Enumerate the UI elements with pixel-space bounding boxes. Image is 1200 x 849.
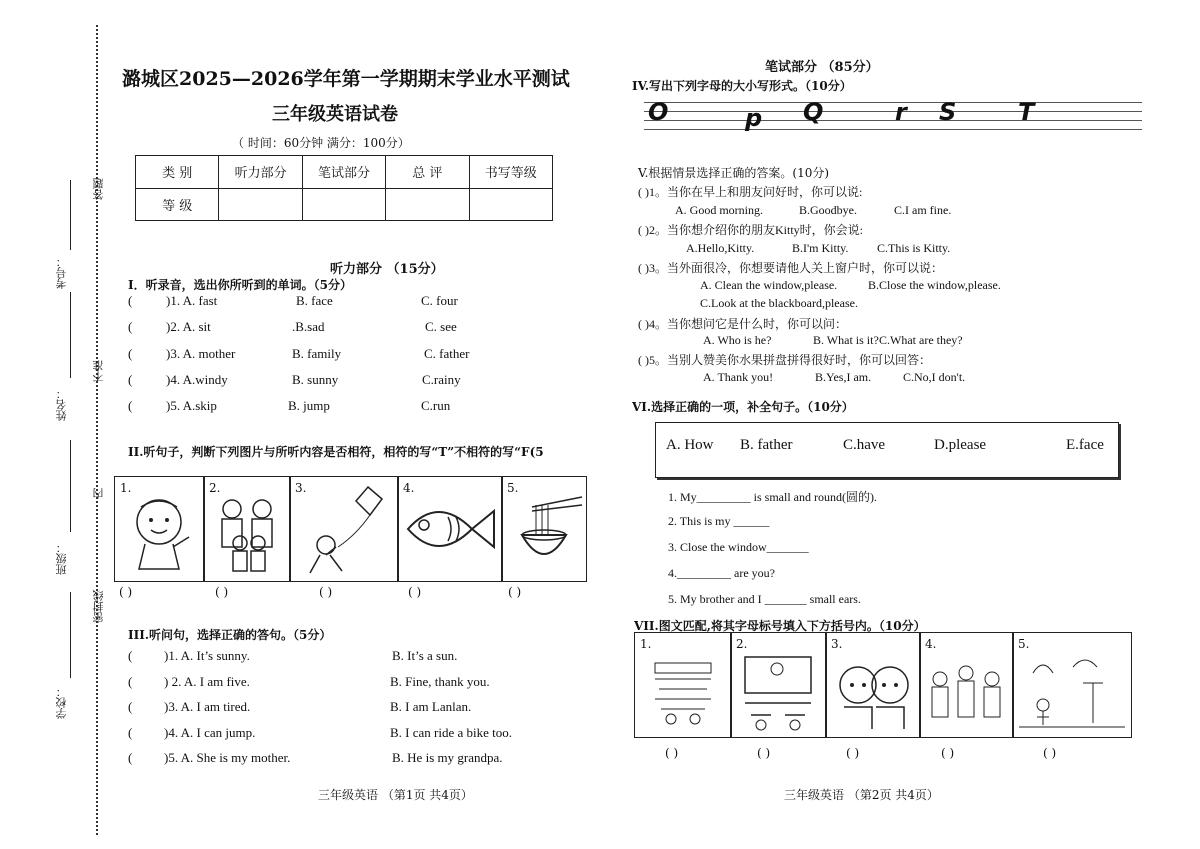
- question-option-a: )2. A. sit: [166, 319, 211, 334]
- answer-paren[interactable]: (: [128, 674, 133, 689]
- question-option-c: C.rainy: [422, 372, 461, 387]
- question-option-a: )4. A. I can jump.: [164, 725, 256, 740]
- fill-blank-sentence[interactable]: 5. My brother and I _______ small ears.: [668, 592, 861, 606]
- answer-paren[interactable]: (: [128, 725, 133, 740]
- question-option-b: .B.sad: [292, 319, 325, 334]
- page-footer-2: 三年级英语 （第2页 共4页）: [784, 788, 939, 802]
- section-7-title: VII.图文匹配,将其字母标号填入下方括号内。（10分）: [634, 619, 926, 633]
- picture-number: 5.: [507, 481, 519, 495]
- answer-paren[interactable]: ( ): [757, 746, 771, 760]
- grade-table-input[interactable]: [386, 188, 469, 221]
- situation-question[interactable]: ( )4。当你想问它是什么时，你可以问：: [638, 317, 847, 331]
- picture-panel: [203, 476, 291, 582]
- question-option-c: C. four: [421, 293, 458, 308]
- fill-line-xingming: [70, 292, 71, 378]
- situation-option: B.Close the window,please.: [868, 278, 1001, 292]
- section-5-title: V.根据情景选择正确的答案。(10分): [638, 166, 830, 180]
- section-3-title: III.听问句，选择正确的答句。（5分）: [128, 628, 332, 642]
- answer-paren[interactable]: ( ): [319, 585, 333, 599]
- situation-option: A. Clean the window,please.: [700, 278, 838, 292]
- situation-option: C.No,I don't.: [903, 370, 966, 384]
- grade-table-cell: 类 别: [136, 156, 219, 189]
- grade-table-input[interactable]: [219, 188, 302, 221]
- answer-paren[interactable]: (: [128, 750, 133, 765]
- question-option-a: )1. A. fast: [166, 293, 218, 308]
- word-bank: [655, 422, 1119, 478]
- question-option-a: )1. A. It’s sunny.: [164, 648, 250, 663]
- situation-option: A. Thank you!: [703, 370, 774, 384]
- picture-panel: [114, 476, 205, 582]
- grade-table-input[interactable]: [302, 188, 385, 221]
- situation-question[interactable]: ( )3。当外面很冷，你想要请他人关上窗户时，你可以说：: [638, 261, 943, 275]
- answer-paren[interactable]: (: [128, 372, 133, 387]
- question-option-a: )3. A. I am tired.: [164, 699, 251, 714]
- answer-paren[interactable]: ( ): [119, 585, 133, 599]
- grade-table-input[interactable]: [469, 188, 552, 221]
- word-option: A. How: [666, 437, 714, 453]
- picture-panel: [634, 632, 732, 738]
- section-1-title: I．听录音，选出你所听到的单词。（5分）: [128, 278, 352, 292]
- answer-paren[interactable]: (: [128, 346, 133, 361]
- question-option-b: B. Fine, thank you.: [390, 674, 490, 689]
- word-option: E.face: [1066, 437, 1104, 453]
- grade-table-cell: 笔试部分: [302, 156, 385, 189]
- answer-paren[interactable]: (: [128, 648, 133, 663]
- label-xingming: 姓名：: [55, 388, 68, 421]
- outdoor-scene-picture: [1013, 633, 1131, 737]
- handwriting-lines[interactable]: [644, 98, 1142, 134]
- answer-paren[interactable]: ( ): [408, 585, 422, 599]
- word-option: D.please: [934, 437, 987, 453]
- seal-text-nei: 内: [92, 488, 105, 499]
- situation-option: C.This is Kitty.: [877, 241, 951, 255]
- answer-paren[interactable]: (: [128, 398, 133, 413]
- answer-paren[interactable]: ( ): [215, 585, 229, 599]
- picture-panel: [730, 632, 827, 738]
- picture-number: 1.: [640, 637, 652, 651]
- fill-line-kaohao: [70, 180, 71, 250]
- question-option-b: B. jump: [288, 398, 330, 413]
- label-xuexiao: 学校：: [55, 686, 68, 719]
- picture-panel: [1012, 632, 1132, 738]
- label-banji: 班级：: [55, 542, 68, 575]
- listening-heading: 听力部分 （15分）: [330, 262, 444, 277]
- answer-paren[interactable]: ( ): [1043, 746, 1057, 760]
- situation-option: B.Goodbye.: [799, 203, 857, 217]
- picture-panel: [289, 476, 399, 582]
- question-option-c: C.run: [421, 398, 451, 413]
- answer-paren[interactable]: ( ): [846, 746, 860, 760]
- letter-q: Q: [803, 98, 824, 126]
- question-option-a: )3. A. mother: [166, 346, 236, 361]
- picture-number: 1.: [120, 481, 132, 495]
- picture-number: 4.: [403, 481, 415, 495]
- letter-r: r: [895, 98, 907, 126]
- section-6-title: VI.选择正确的一项，补全句子。（10分）: [632, 400, 854, 414]
- section-2-title: II.听句子，判断下列图片与所听内容是否相符，相符的写“T”不相符的写“F(5: [128, 445, 544, 459]
- answer-paren[interactable]: ( ): [941, 746, 955, 760]
- exam-subtitle: 三年级英语试卷: [272, 104, 398, 125]
- seal-line: [96, 25, 98, 835]
- answer-paren[interactable]: (: [128, 293, 133, 308]
- situation-question[interactable]: ( )5。当别人赞美你水果拼盘拼得很好时，你可以回答：: [638, 353, 931, 367]
- picture-panel: [825, 632, 921, 738]
- question-option-a: )5. A.skip: [166, 398, 217, 413]
- picture-number: 2.: [209, 481, 221, 495]
- page-footer-1: 三年级英语 （第1页 共4页）: [318, 788, 473, 802]
- situation-option: A. Good morning.: [675, 203, 763, 217]
- seal-text-da: 答题: [92, 178, 105, 200]
- question-option-c: C. father: [424, 346, 470, 361]
- answer-paren[interactable]: ( ): [665, 746, 679, 760]
- question-option-a: ) 2. A. I am five.: [164, 674, 250, 689]
- question-option-b: B. sunny: [292, 372, 339, 387]
- letter-s: S: [939, 98, 957, 126]
- fill-blank-sentence[interactable]: 4._________ are you?: [668, 566, 775, 580]
- letter-t: T: [1018, 98, 1035, 126]
- picture-number: 2.: [736, 637, 748, 651]
- situation-option: B. What is it?: [813, 333, 879, 347]
- grade-table-cell: 等 级: [136, 188, 219, 221]
- grade-table: [135, 155, 553, 221]
- fill-blank-sentence[interactable]: 3. Close the window_______: [668, 540, 809, 554]
- question-option-a: )5. A. She is my mother.: [164, 750, 291, 765]
- question-option-b: B. face: [296, 293, 333, 308]
- question-option-c: C. see: [425, 319, 457, 334]
- picture-panel: [501, 476, 587, 582]
- question-option-b: B. It’s a sun.: [392, 648, 458, 663]
- fill-blank-sentence[interactable]: 2. This is my ______: [668, 514, 770, 528]
- situation-option: C.Look at the blackboard,please.: [700, 296, 858, 310]
- picture-number: 4.: [925, 637, 937, 651]
- situation-option: B.I'm Kitty.: [792, 241, 849, 255]
- situation-option: C.What are they?: [879, 333, 963, 347]
- seal-text-bu: 不准: [92, 360, 105, 382]
- picture-number: 5.: [1018, 637, 1030, 651]
- situation-question[interactable]: ( )1。当你在早上和朋友问好时，你可以说:: [638, 185, 863, 199]
- picture-number: 3.: [831, 637, 843, 651]
- situation-option: A. Who is he?: [703, 333, 772, 347]
- picture-panel: [919, 632, 1014, 738]
- seal-text-mifeng: 密封线: [92, 590, 105, 623]
- answer-paren[interactable]: (: [128, 319, 133, 334]
- word-option: C.have: [843, 437, 886, 453]
- letter-p: p: [745, 104, 763, 132]
- written-heading: 笔试部分 （85分）: [765, 60, 879, 75]
- question-option-b: B. family: [292, 346, 342, 361]
- question-option-a: )4. A.windy: [166, 372, 228, 387]
- situation-option: B.Yes,I am.: [815, 370, 872, 384]
- question-option-b: B. I am Lanlan.: [390, 699, 472, 714]
- fill-line-xuexiao: [70, 592, 71, 678]
- question-option-b: B. He is my grandpa.: [392, 750, 503, 765]
- situation-option: A.Hello,Kitty.: [686, 241, 755, 255]
- letter-o: O: [648, 98, 669, 126]
- grade-table-cell: 总 评: [386, 156, 469, 189]
- situation-option: C.I am fine.: [894, 203, 952, 217]
- label-kaohao: 考号：: [55, 256, 68, 289]
- exam-time-info: （ 时间：60分钟 满分：100分）: [232, 136, 410, 150]
- question-option-b: B. I can ride a bike too.: [390, 725, 513, 740]
- answer-paren[interactable]: ( ): [508, 585, 522, 599]
- exam-title: 潞城区2025—2026学年第一学期期末学业水平测试: [122, 68, 570, 90]
- grade-table-cell: 书写等级: [469, 156, 552, 189]
- answer-paren[interactable]: (: [128, 699, 133, 714]
- situation-question[interactable]: ( )2。当你想介绍你的朋友Kitty时，你会说:: [638, 223, 863, 237]
- section-4-title: IV.写出下列字母的大小写形式。（10分）: [632, 79, 852, 93]
- word-option: B. father: [740, 437, 793, 453]
- picture-number: 3.: [295, 481, 307, 495]
- fill-line-banji: [70, 440, 71, 532]
- fill-blank-sentence[interactable]: 1. My_________ is small and round(圆的).: [668, 490, 877, 504]
- grade-table-cell: 听力部分: [219, 156, 302, 189]
- picture-panel: [397, 476, 503, 582]
